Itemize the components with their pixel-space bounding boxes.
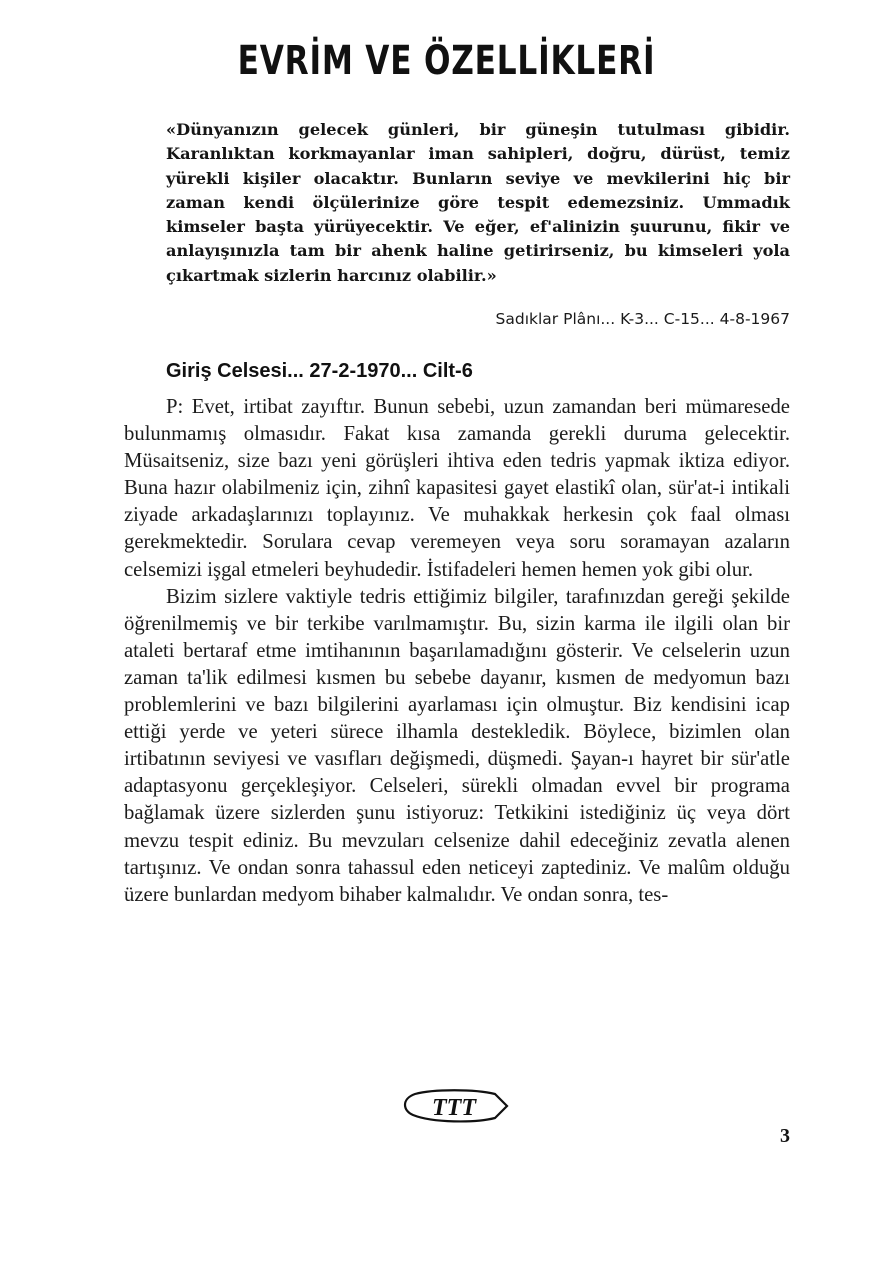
ttt-logo xyxy=(399,1085,511,1127)
body-paragraph: P: Evet, irtibat zayıftır. Bunun sebebi, uzun zamandan beri mümaresede bulunmamış olmasıdır. Fakat kısa zamanda gerekli duruma gelecektir. Müsaitseniz, size bazı yeni görüşleri ihtiva eden tedris yapmak iktiza ediyor. Buna hazır olabilmeniz için, zihnî kapasitesi gayet elastikî olan, sür'at-i intikali ziyade arkadaşlarınızı toplayınız. Ve muhakkak herkesin çok faal olması gerekmektedir. Sorulara cevap veremeyen veya soru soramayan azaların celsemizi işgal etmeleri beyhudedir. İstifadeleri hemen hemen yok gibi olur. xyxy=(124,396,790,581)
page-number: 3 xyxy=(780,1125,790,1147)
epigraph-text: «Dünyanızın gelecek günleri, bir güneşin tutulması gibidir. Karanlıktan korkmayanlar iman sahipleri, doğru, dürüst, temiz yürekli kişiler olacaktır. Bunların seviye ve mevkilerini hiç bir zaman kendi ölçülerinize göre tespit edemezsiniz. Ummadık kimseler başta yürüyecektir. Ve eğer, ef'alinizin şuurunu, fikir ve anlayışınızla tam bir ahenk haline getirirseniz, bu kimseleri yola çıkartmak sizlerin harcınız olabilir.» xyxy=(166,120,790,285)
body-paragraph: Bizim sizlere vaktiyle tedris ettiğimiz bilgiler, tarafınızdan gereği şekilde öğrenilmemiş ve bir terkibe varılmamıştır. Bu, sizin karma ile ilgili olan bir ataleti bertaraf etme imtihanının başarılamadığını gösterir. Ve celselerin uzun zaman ta'lik edilmesi kısmen bu sebebe dayanır, kısmen de medyomun bazı problemlerini ve bazı bilgilerini ayarlaması için olmuştur. Biz kendisini icap ettiği yerde ve yeteri sürece ilhamla destekledik. Böylece, bizimlen olan irtibatının seviyesi ve vasıfları değişmedi, düşmedi. Şayan-ı hayret bir sür'atle adaptasyonu gerçekleşiyor. Celseleri, sürekli olmadan evvel bir programa bağlamak üzere sizlerden şunu istiyoruz: Tetkikini istediğiniz üç veya dört mevzu tespit ediniz. Bu mevzuları celsenize dahil edeceğiniz zevatla alenen tartışınız. Ve ondan sonra tahassul eden neticeyi zaptediniz. Ve malûm olduğu üzere bunlardan medyom bihaber kalmalıdır. Ve ondan sonra, tes- xyxy=(124,585,790,906)
ttt-logo-mark xyxy=(399,1085,511,1127)
section-heading: Giriş Celsesi... 27-2-1970... Cilt-6 xyxy=(166,360,473,382)
logo-text: TTT xyxy=(432,1095,476,1121)
body-text xyxy=(124,394,790,909)
epigraph-quote xyxy=(166,118,790,288)
page-title: EVRİM VE ÖZELLİKLERİ xyxy=(237,38,656,84)
epigraph-source: Sadıklar Plânı... K-3... C-15... 4-8-1967 xyxy=(495,310,790,328)
